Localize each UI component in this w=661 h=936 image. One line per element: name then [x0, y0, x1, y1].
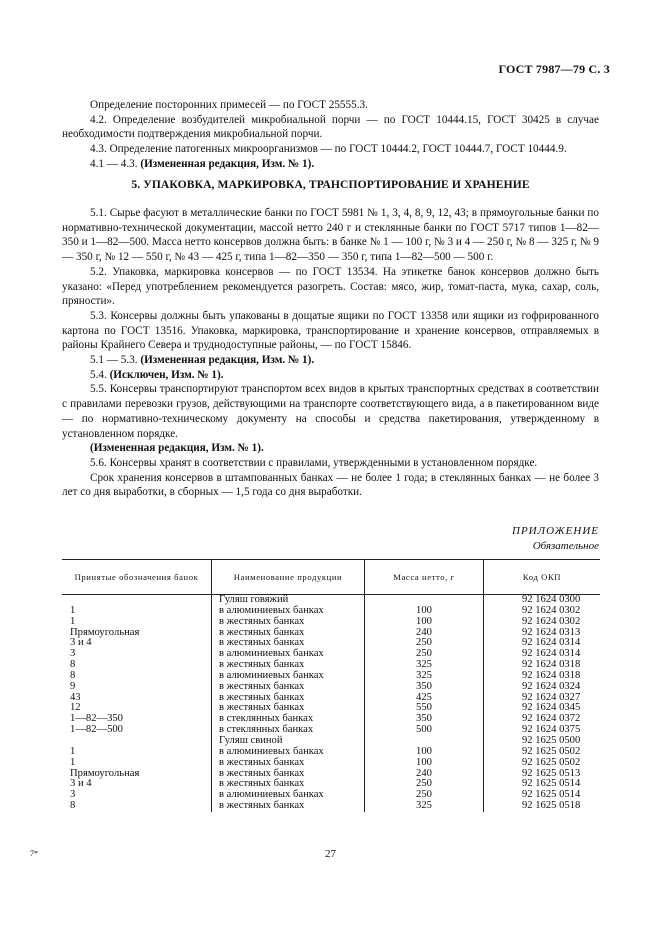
product-codes-table — [62, 559, 600, 812]
cell-net-mass: 250 — [365, 790, 484, 801]
table-row — [62, 790, 600, 801]
cell-can-designation: 3 — [70, 648, 76, 660]
cell-can-designation — [62, 595, 212, 606]
paragraph-4-1-4-3-note — [62, 157, 599, 172]
cell-product-name: в алюминиевых банках — [212, 671, 365, 682]
amendment-note: (Измененная редакция, Изм. № 1). — [140, 157, 315, 170]
cell-can-designation: 12 — [70, 702, 81, 714]
cell-okp-code: 92 1624 0345 — [484, 703, 601, 714]
cell-okp-code: 92 1624 0300 — [484, 595, 601, 606]
cell-okp-code: 92 1624 0302 — [484, 617, 601, 628]
cell-net-mass: 550 — [365, 703, 484, 714]
cell-can-designation: 3 и 4 — [70, 637, 92, 649]
table-row — [62, 736, 600, 747]
cell-can-designation: 43 — [70, 691, 81, 703]
cell-product-name: в стеклянных банках — [212, 725, 365, 736]
cell-okp-code: 92 1624 0318 — [484, 660, 601, 671]
cell-okp-code: 92 1625 0500 — [484, 736, 601, 747]
column-header-product-name: Наименование продукции — [212, 560, 365, 595]
cell-okp-code: 92 1625 0513 — [484, 769, 601, 780]
cell-product-name: в жестяных банках — [212, 703, 365, 714]
cell-net-mass: 250 — [365, 638, 484, 649]
table-row — [62, 693, 600, 704]
excluded-note: (Исключен, Изм. № 1). — [109, 368, 224, 381]
cell-can-designation: 1 — [70, 756, 76, 768]
cell-okp-code: 92 1624 0375 — [484, 725, 601, 736]
paragraph-shelf-life: Срок хранения консервов в штампованных банках — не более 1 года; в стеклянных банках — не более 3 лет со дня выработки, в сборных — 1,5 года со дня выработки. — [62, 471, 599, 499]
cell-net-mass: 250 — [365, 649, 484, 660]
cell-product-name: в алюминиевых банках — [212, 649, 365, 660]
cell-can-designation: 1 — [70, 745, 76, 757]
cell-product-name: в жестяных банках — [212, 682, 365, 693]
table-row — [62, 714, 600, 725]
cell-can-designation: 8 — [70, 659, 76, 671]
cell-okp-code: 92 1624 0302 — [484, 606, 601, 617]
cell-okp-code: 92 1625 0514 — [484, 790, 601, 801]
cell-net-mass: 250 — [365, 779, 484, 790]
table-row — [62, 671, 600, 682]
table-row — [62, 703, 600, 714]
cell-net-mass: 425 — [365, 693, 484, 704]
cell-can-designation: 3 и 4 — [70, 778, 92, 790]
cell-product-name: в жестяных банках — [212, 617, 365, 628]
paragraph-impurities: Определение посторонних примесей — по ГОСТ 25555.3. — [90, 99, 368, 111]
cell-product-name: в жестяных банках — [212, 628, 365, 639]
cell-net-mass: 100 — [365, 747, 484, 758]
amendment-note: (Измененная редакция, Изм. № 1). — [140, 354, 315, 367]
table-row — [62, 682, 600, 693]
cell-net-mass: 100 — [365, 606, 484, 617]
appendix-heading — [512, 524, 599, 554]
cell-net-mass: 240 — [365, 628, 484, 639]
cell-product-name: в жестяных банках — [212, 801, 365, 812]
cell-net-mass: 325 — [365, 660, 484, 671]
cell-product-name: Гуляш говяжий — [212, 595, 365, 606]
cell-can-designation: 8 — [70, 800, 76, 812]
appendix-subtitle: Обязательное — [532, 540, 599, 552]
table-header-row — [62, 560, 600, 595]
cell-can-designation: Прямоугольная — [70, 767, 140, 779]
table-row — [62, 606, 600, 617]
intro-block — [62, 98, 599, 172]
cell-net-mass: 325 — [365, 801, 484, 812]
paragraph-5-3: 5.3. Консервы должны быть упакованы в дощатые ящики по ГОСТ 13358 или ящики из гофрированного картона по ГОСТ 13516. Упаковка, маркировка, транспортирование и хранение консервов, отправляемых в районы Крайнего Севера и труднодоступные районы, — по ГОСТ 15846. — [62, 309, 599, 352]
cell-product-name: в жестяных банках — [212, 758, 365, 769]
page-number: 27 — [325, 848, 336, 860]
cell-can-designation: 1—82—500 — [70, 724, 123, 736]
cell-okp-code: 92 1625 0514 — [484, 779, 601, 790]
amendment-note-5-5: (Измененная редакция, Изм. № 1). — [90, 442, 264, 455]
paragraph-5-1-5-3-note — [62, 353, 599, 368]
table-row — [62, 769, 600, 780]
cell-okp-code: 92 1624 0314 — [484, 638, 601, 649]
column-header-can-designation: Принятые обозначения банок — [62, 560, 212, 595]
cell-can-designation: 9 — [70, 680, 76, 692]
section-body — [62, 206, 599, 500]
cell-net-mass: 100 — [365, 617, 484, 628]
cell-okp-code: 92 1625 0518 — [484, 801, 601, 812]
cell-can-designation: 3 — [70, 789, 76, 801]
paragraph-5-1: 5.1. Сырье фасуют в металлические банки по ГОСТ 5981 № 1, 3, 4, 8, 9, 12, 43; в прямоугольные банки по нормативно-технической документации, массой нетто 240 г и стеклянные банки по ГОСТ 5717 типов 1—82—350 и 1—82—500. Масса нетто консервов должна быть: в банке № 1 — 100 г, № 3 и 4 — 250 г, № 8 — 325 г, № 9 — 350 г, № 12 — 550 г, № 43 — 425 г, типа 1—82—350 — 350 г, типа 1—82—500 — 500 г. — [62, 207, 599, 264]
section-title: 5. УПАКОВКА, МАРКИРОВКА, ТРАНСПОРТИРОВАНИЕ И ХРАНЕНИЕ — [131, 178, 530, 191]
cell-can-designation: 1—82—350 — [70, 713, 123, 725]
table-body — [62, 595, 600, 812]
note-ref: 5.4. — [90, 368, 110, 381]
cell-net-mass: 325 — [365, 671, 484, 682]
cell-okp-code: 92 1624 0324 — [484, 682, 601, 693]
cell-product-name: Гуляш свиной — [212, 736, 365, 747]
appendix-title: ПРИЛОЖЕНИЕ — [512, 525, 599, 537]
paragraph-5-4 — [62, 368, 599, 383]
column-header-okp-code: Код ОКП — [484, 560, 601, 595]
table-row — [62, 638, 600, 649]
cell-can-designation: Прямоугольная — [70, 626, 140, 638]
cell-product-name: в алюминиевых банках — [212, 747, 365, 758]
table-row — [62, 758, 600, 769]
table-row — [62, 747, 600, 758]
column-header-net-mass: Масса нетто, г — [365, 560, 484, 595]
cell-net-mass: 100 — [365, 758, 484, 769]
table-row — [62, 660, 600, 671]
cell-can-designation: 1 — [70, 615, 76, 627]
cell-okp-code: 92 1624 0372 — [484, 714, 601, 725]
cell-okp-code: 92 1624 0313 — [484, 628, 601, 639]
cell-okp-code: 92 1624 0318 — [484, 671, 601, 682]
cell-product-name: в алюминиевых банках — [212, 606, 365, 617]
table-row — [62, 725, 600, 736]
cell-okp-code: 92 1624 0314 — [484, 649, 601, 660]
paragraph-5-6: 5.6. Консервы хранят в соответствии с правилами, утвержденными в установленном порядке. — [90, 456, 538, 469]
cell-net-mass: 240 — [365, 769, 484, 780]
note-ref: 4.1 — 4.3. — [90, 157, 141, 170]
note-ref: 5.1 — 5.3. — [90, 354, 141, 367]
cell-okp-code: 92 1625 0502 — [484, 758, 601, 769]
paragraph-5-2: 5.2. Упаковка, маркировка консервов — по ГОСТ 13534. На этикетке банок консервов должно быть указано: «Перед употреблением рекомендуется разогреть. Состав: мясо, жир, томат-паста, мука, сахар, соль, пряности». — [62, 265, 599, 308]
cell-product-name: в алюминиевых банках — [212, 790, 365, 801]
table-row — [62, 595, 600, 606]
paragraph-4-3: 4.3. Определение патогенных микроорганизмов — по ГОСТ 10444.2, ГОСТ 10444.7, ГОСТ 10444.9. — [90, 143, 567, 156]
table-row — [62, 649, 600, 660]
document-header: ГОСТ 7987—79 С. 3 — [498, 62, 610, 76]
sheet-signature: 7* — [30, 849, 38, 858]
cell-can-designation — [62, 736, 212, 747]
cell-net-mass: 350 — [365, 682, 484, 693]
table-row — [62, 801, 600, 812]
cell-product-name: в жестяных банках — [212, 638, 365, 649]
cell-product-name: в жестяных банках — [212, 779, 365, 790]
table-row — [62, 628, 600, 639]
paragraph-5-5: 5.5. Консервы транспортируют транспортом всех видов в крытых транспортных средствах в соответствии с правилами перевозки грузов, действующими на транспорте соответствующего вида, а в пакетированном виде — по нормативно-техническому документу на способы и средства пакетирования, утвержденному в установленном порядке. — [62, 383, 599, 440]
table-row — [62, 617, 600, 628]
paragraph-4-2: 4.2. Определение возбудителей микробиальной порчи — по ГОСТ 10444.15, ГОСТ 30425 в случае необходимости подтверждения микробиальной порчи. — [62, 113, 599, 141]
cell-product-name: в жестяных банках — [212, 660, 365, 671]
cell-product-name: в жестяных банках — [212, 769, 365, 780]
cell-net-mass: 350 — [365, 714, 484, 725]
cell-can-designation: 1 — [70, 604, 76, 616]
cell-product-name: в стеклянных банках — [212, 714, 365, 725]
table-row — [62, 779, 600, 790]
cell-product-name: в жестяных банках — [212, 693, 365, 704]
cell-can-designation: 8 — [70, 669, 76, 681]
cell-okp-code: 92 1624 0327 — [484, 693, 601, 704]
cell-okp-code: 92 1625 0502 — [484, 747, 601, 758]
cell-net-mass: 500 — [365, 725, 484, 736]
